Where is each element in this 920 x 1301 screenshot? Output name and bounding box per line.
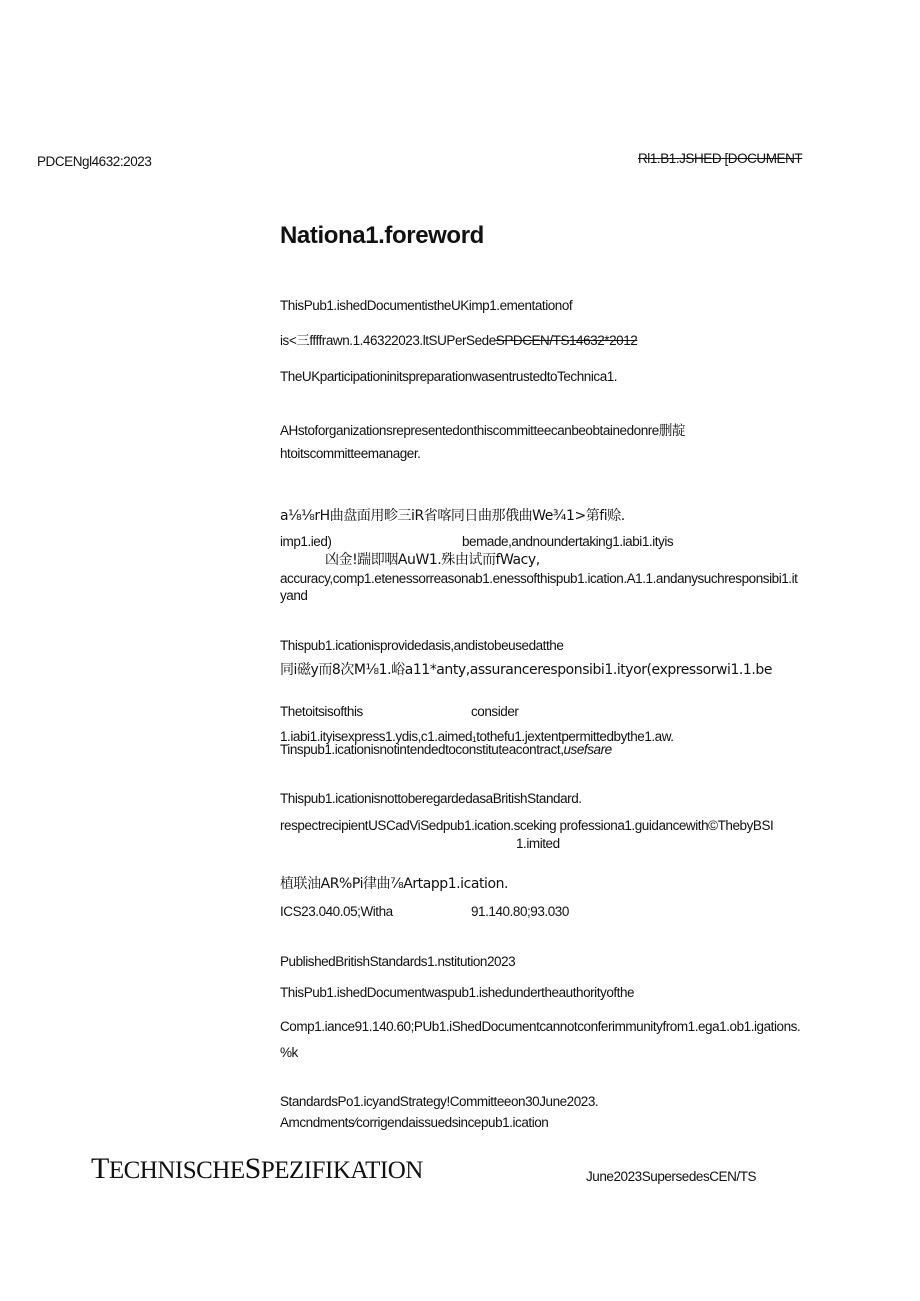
paragraph-1: ThisPub1.ishedDocumentistheUKimp1.ementationof (280, 298, 573, 313)
paragraph-5-line-1: a⅛⅛rH曲盘面用畛三iR省喀同日曲那俄曲We¾1>第fi赊. (280, 508, 625, 524)
supersedes-note: June2023SupersedesCEN/TS (586, 1169, 757, 1184)
paragraph-7-line-3 (280, 742, 612, 758)
paragraph-5-line-5: yand (280, 588, 308, 603)
heading-cap-s: S (244, 1152, 261, 1185)
paragraph-2 (280, 333, 637, 349)
paragraph-11: ThisPub1.ishedDocumentwaspub1.ishedundertheauthorityofthe (280, 985, 635, 1000)
paragraph-12-line-2: %k (280, 1045, 298, 1060)
paragraph-5-line-3: 凶金!踹即咽AuW1.殊由试而fWacy, (325, 552, 540, 568)
paragraph-7-line-2: 1.iabi1.ityisexpress1.ydis,c1.aimed₁tothefu1.jextentpermittedbythe1.aw. (280, 729, 674, 744)
status-word: DOCUMENT (727, 151, 803, 166)
status-prefix: Rl1.B1.JSHED (638, 151, 722, 166)
paragraph-4-line-2: htoitscommitteemanager. (280, 446, 421, 461)
paragraph-12-line-1: Comp1.iance91.140.60;PUb1.iShedDocumentcannotconferimmunityfrom1.ega1.ob1.igations. (280, 1019, 801, 1034)
superseded-reference: SPDCEN/TS14632*2012 (495, 333, 638, 348)
paragraph-7-line-3-text: Tinspub1.icationisnotintendedtoconstituteacontract, (280, 742, 564, 757)
page-title: Nationa1.foreword (280, 222, 484, 249)
paragraph-2-text: is<三ffffrawn.1.46322023.ltSUPerSede (280, 333, 496, 348)
paragraph-10: PublishedBritishStandards1.nstitution2023 (280, 954, 516, 969)
heading-echnische: ECHNISCHE (108, 1157, 245, 1184)
paragraph-5-line-2-right: bemade,andnoundertaking1.iabi1.ityis (462, 534, 674, 549)
paragraph-7-line-1-left: Thetoitsisofthis (280, 704, 363, 719)
paragraph-8-line-1: Thispub1.icationisnottoberegardedasaBritishStandard. (280, 791, 582, 806)
ics-codes-left: ICS23.040.05;Witha (280, 904, 393, 919)
paragraph-4-line-1: AHstoforganizationsrepresentedonthiscommitteecanbeobtainedonre删靛 (280, 423, 685, 438)
paragraph-7-line-1-right: consider (471, 704, 519, 719)
heading-pezifikation: PEZIFIKATION (260, 1157, 423, 1184)
paragraph-13-line-1: StandardsPo1.icyandStrategy!Committeeon30June2023. (280, 1094, 599, 1109)
published-document-status (638, 151, 802, 167)
paragraph-9-line-1: 植联油AR%Pi律曲⅞Artapp1.ication. (280, 876, 509, 892)
paragraph-6-line-2: 同i磁y而8次M⅛1.峪a11*anty,assuranceresponsibi1.ityor(expressorwi1.1.be (280, 662, 772, 678)
heading-cap-t: T (91, 1152, 109, 1185)
paragraph-7-italic: usefsare (563, 742, 612, 757)
paragraph-5-line-4: accuracy,comp1.etenessorreasonab1.enessofthispub1.ication.A1.1.andanysuchresponsibi1.it (280, 571, 798, 586)
ics-codes-right: 91.140.80;93.030 (471, 904, 569, 919)
paragraph-5-line-2-left: imp1.ied) (280, 534, 332, 549)
document-id: PDCENgl4632:2023 (37, 154, 152, 169)
paragraph-8-line-3: 1.imited (516, 836, 560, 851)
status-bracket: [ (724, 151, 728, 166)
paragraph-13-line-2: Amcndments⁄corrigendaissuedsincepub1.ication (280, 1115, 549, 1130)
paragraph-3: TheUKparticipationinitspreparationwasentrustedtoTechnica1. (280, 369, 618, 384)
paragraph-8-line-2: respectrecipientUSCadViSedpub1.ication.sceking professiona1.guidancewith©ThebyBSI (280, 818, 774, 833)
technische-spezifikation-heading (91, 1152, 423, 1186)
paragraph-6-line-1: Thispub1.icationisprovidedasis,andistobeusedatthe (280, 638, 564, 653)
